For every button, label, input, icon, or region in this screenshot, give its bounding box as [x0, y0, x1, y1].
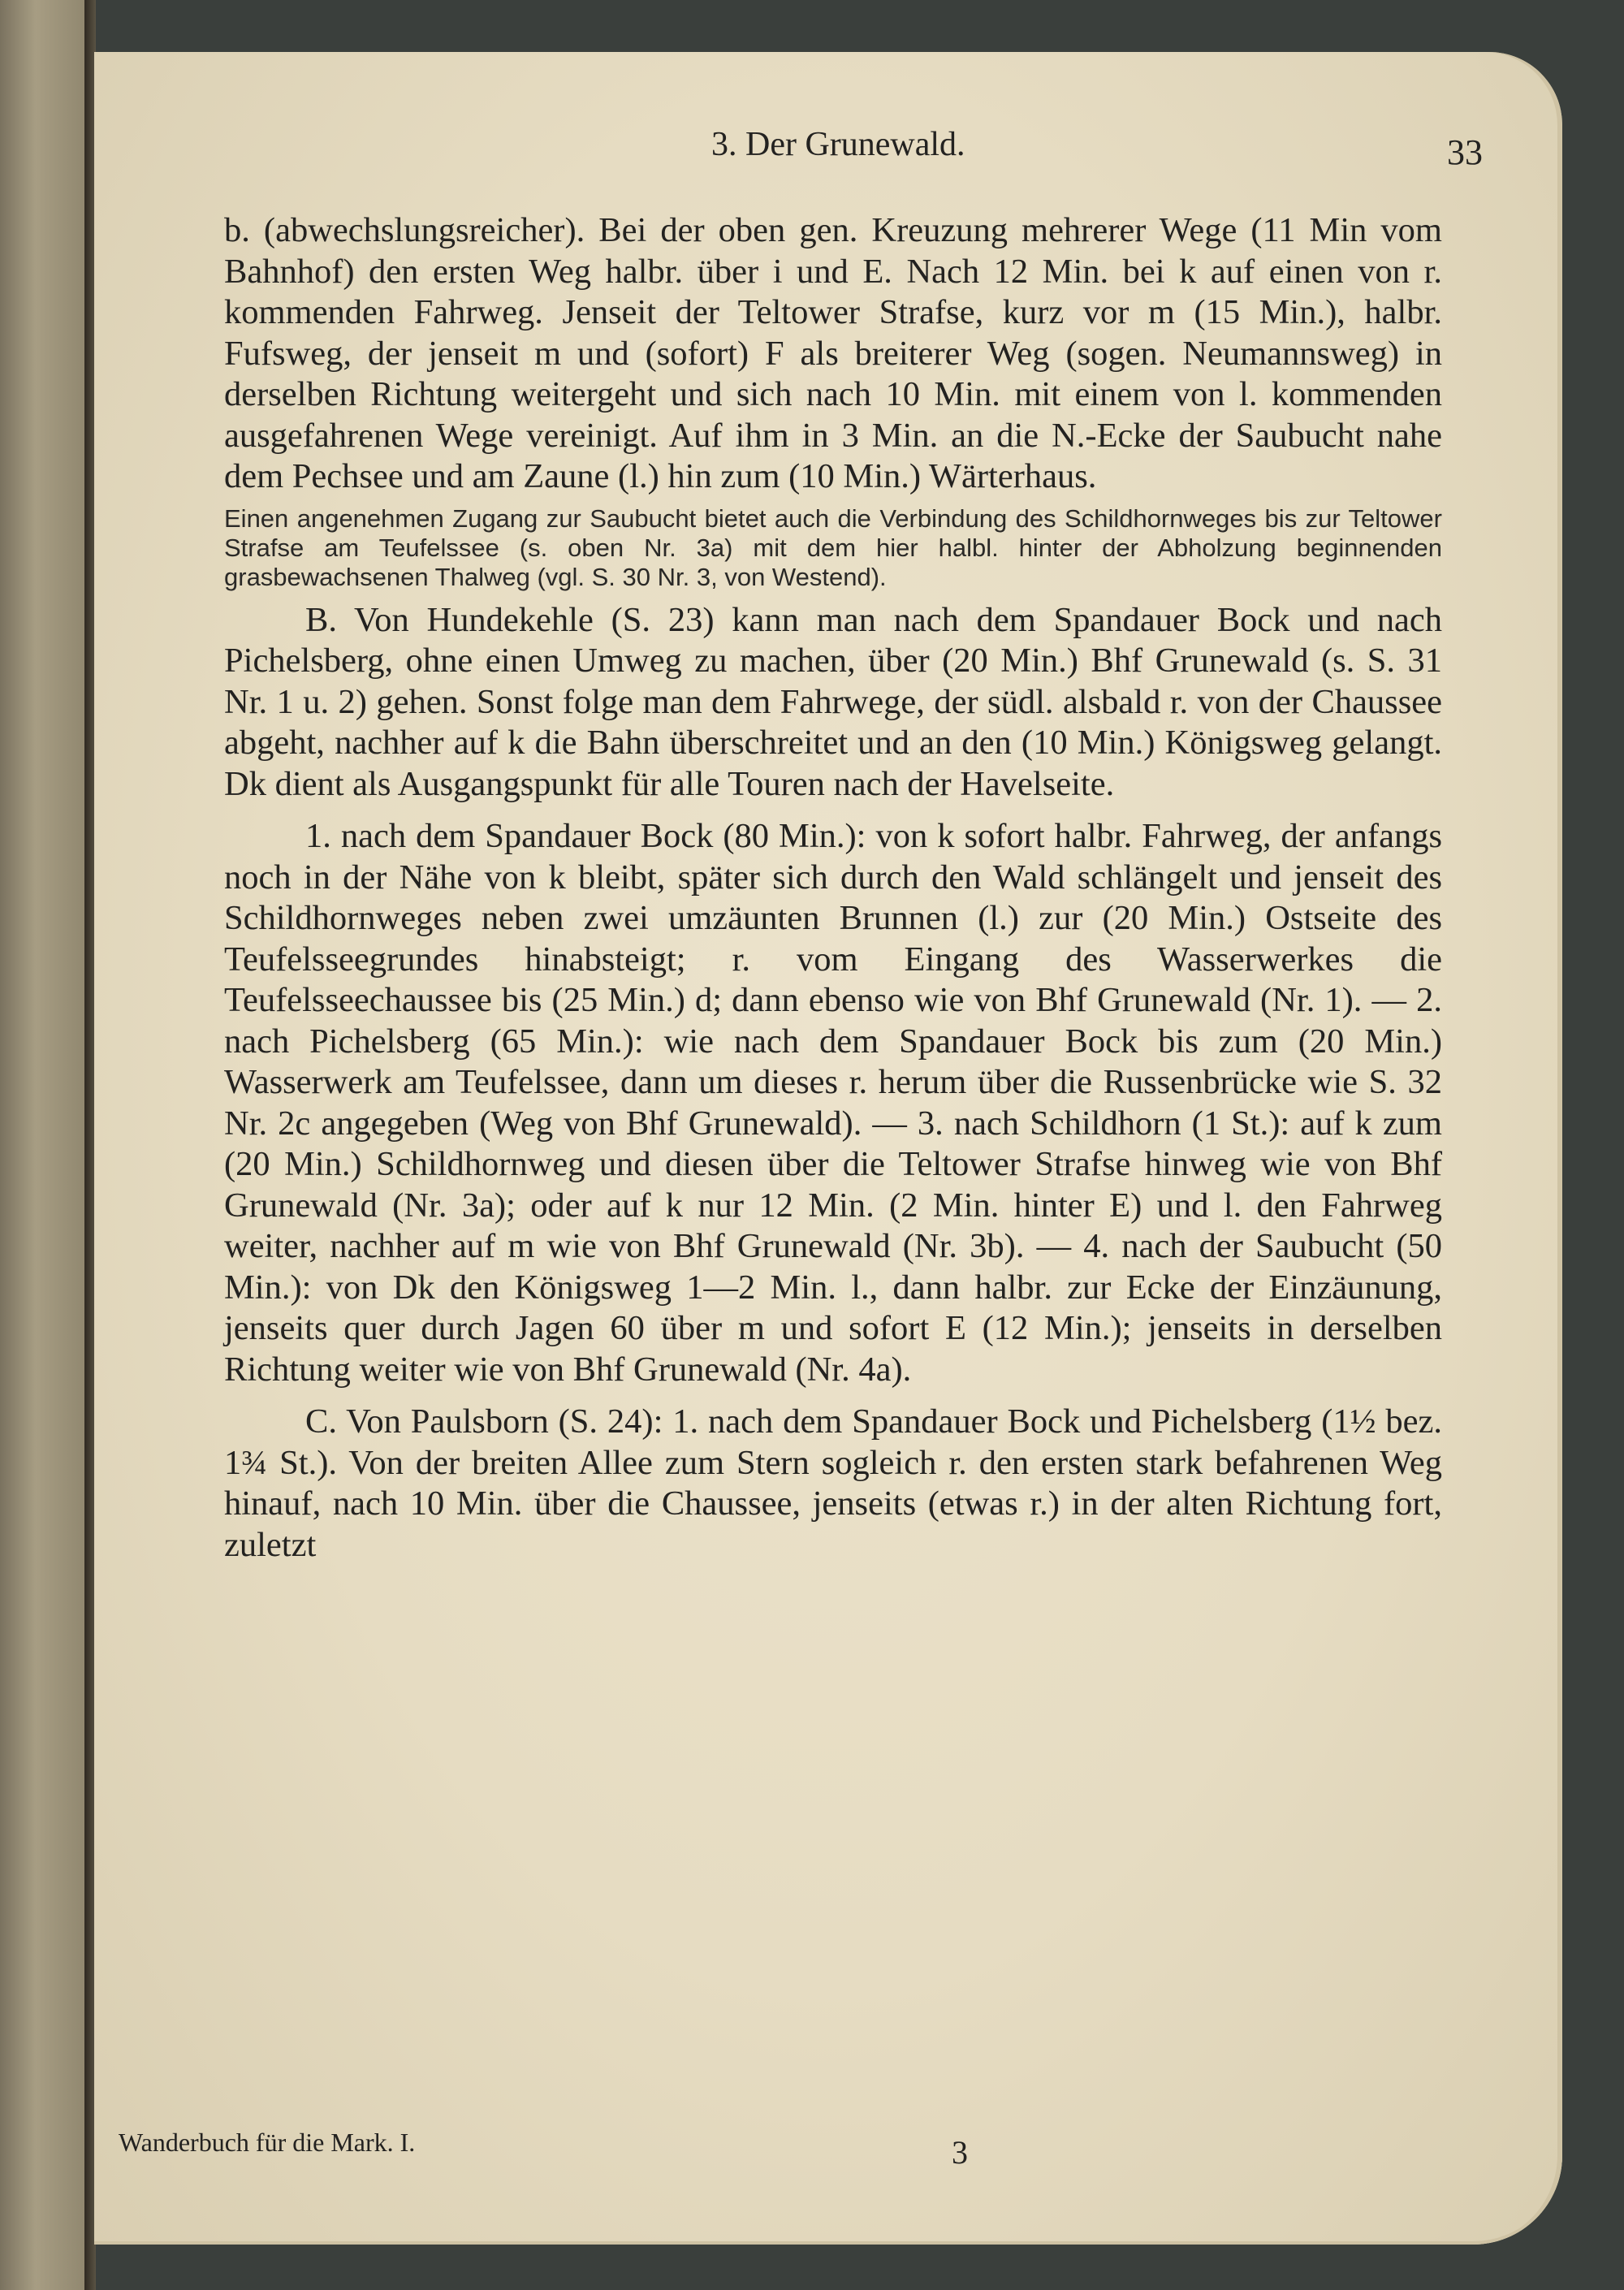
chapter-title: 3. Der Grunewald.: [711, 126, 965, 163]
book-page: [94, 52, 1562, 2245]
page-footer-title: Wanderbuch für die Mark. I.: [119, 2128, 416, 2157]
running-head: [224, 125, 1483, 174]
paragraph-routes-from-dk: 1. nach dem Spandauer Bock (80 Min.): von k sofort halbr. Fahrweg, der anfangs noch in der Nähe von k bleibt, später sich durch den Wald schlängelt und jenseit des Schildhornweges neben zwei umzäunten Brunnen (l.) zur (20 Min.) Ostseite des Teufelsseegrundes hinabsteigt; r. vom Eingang des Wasserwerkes die Teufelsseechaussee bis (25 Min.) d; dann ebenso wie von Bhf Grunewald (Nr. 1). — 2. nach Pichelsberg (65 Min.): wie nach dem Spandauer Bock bis zum (20 Min.) Wasserwerk am Teufelssee, dann um dieses r. herum über die Russenbrücke wie S. 32 Nr. 2c angegeben (Weg von Bhf Grunewald). — 3. nach Schildhorn (1 St.): auf k zum (20 Min.) Schildhornweg und diesen über die Teltower Strafse hinweg wie von Bhf Grunewald (Nr. 3a); oder auf k nur 12 Min. (2 Min. hinter E) und l. den Fahrweg weiter, nachher auf m wie von Bhf Grunewald (Nr. 3b). — 4. nach der Saubucht (50 Min.): von Dk den Königsweg 1—2 Min. l., dann halbr. zur Ecke der Einzäunung, jenseits quer durch Jagen 60 über m und sofort E (12 Min.); jenseits in derselben Richtung weiter wie von Bhf Grunewald (Nr. 4a).: [224, 817, 1442, 1389]
paragraph-from-hundekehle: B. Von Hundekehle (S. 23) kann man nach dem Spandauer Bock und nach Pichelsberg, ohne einen Umweg zu machen, über (20 Min.) Bhf Grunewald (s. S. 31 Nr. 1 u. 2) gehen. Sonst folge man dem Fahrwege, der südl. alsbald r. von der Chaussee abgeht, nachher auf k die Bahn überschreitet und an den (10 Min.) Königsweg gelangt. Dk dient als Ausgangspunkt für alle Touren nach der Havelseite.: [224, 600, 1442, 803]
paragraph-route-b: b. (abwechslungsreicher). Bei der oben gen. Kreuzung mehrerer Wege (11 Min vom Bahnhof) den ersten Weg halbr. über i und E. Nach 12 Min. bei k auf einen von r. kommenden Fahrweg. Jenseit der Teltower Strafse, kurz vor m (15 Min.), halbr. Fufsweg, der jenseit m und (sofort) F als breiterer Weg (sogen. Neumannsweg) in derselben Richtung weitergeht und sich nach 10 Min. mit einem von l. kommenden ausgefahrenen Wege vereinigt. Auf ihm in 3 Min. an die N.-Ecke der Saubucht nahe dem Pechsee und am Zaune (l.) hin zum (10 Min.) Wärterhaus.: [224, 211, 1442, 495]
signature-mark: 3: [952, 2134, 968, 2171]
note-saubucht-access: Einen angenehmen Zugang zur Saubucht bietet auch die Verbindung des Schildhornweges bis zur Teltower Strafse am Teufelssee (s. oben Nr. 3a) mit dem hier halbl. hinter der Abholzung beginnenden grasbewachsenen Thalweg (vgl. S. 30 Nr. 3, von Westend).: [224, 503, 1442, 591]
paragraph-from-paulsborn: C. Von Paulsborn (S. 24): 1. nach dem Spandauer Bock und Pichelsberg (1½ bez. 1¾ St.). Von der breiten Allee zum Stern sogleich r. den ersten stark befahrenen Weg hinauf, nach 10 Min. über die Chaussee, jenseits (etwas r.) in der alten Richtung fort, zuletzt: [224, 1402, 1442, 1564]
previous-page-edge: [0, 0, 89, 2290]
page-number: 33: [1447, 132, 1483, 172]
page-body: [224, 210, 1442, 1566]
